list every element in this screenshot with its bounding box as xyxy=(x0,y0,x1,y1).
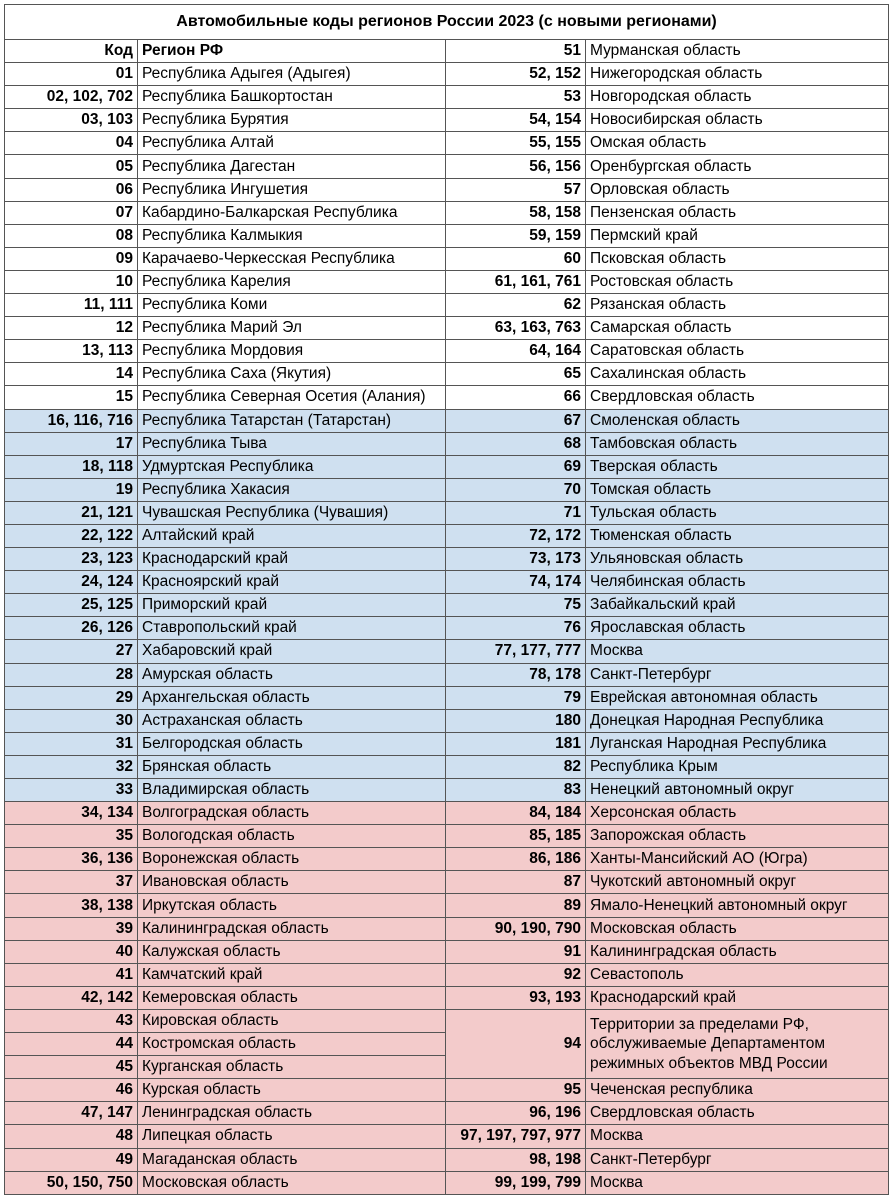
left-code: 28 xyxy=(5,663,138,686)
left-region: Камчатский край xyxy=(138,963,446,986)
table-row xyxy=(5,478,889,501)
left-region: Республика Тыва xyxy=(138,432,446,455)
left-code: 26, 126 xyxy=(5,617,138,640)
right-code: 64, 164 xyxy=(446,340,586,363)
left-region: Иркутская область xyxy=(138,894,446,917)
right-region: Ульяновская область xyxy=(586,548,889,571)
table-row xyxy=(5,386,889,409)
table-row xyxy=(5,40,889,63)
left-region: Владимирская область xyxy=(138,779,446,802)
left-region: Республика Дагестан xyxy=(138,155,446,178)
table-row xyxy=(5,132,889,155)
left-region: Воронежская область xyxy=(138,848,446,871)
table-row xyxy=(5,109,889,132)
right-region: Псковская область xyxy=(586,247,889,270)
table-row xyxy=(5,340,889,363)
region-codes-table xyxy=(4,4,889,1195)
right-code: 55, 155 xyxy=(446,132,586,155)
table-row xyxy=(5,432,889,455)
right-region: Новосибирская область xyxy=(586,109,889,132)
right-region: Чукотский автономный округ xyxy=(586,871,889,894)
right-region: Республика Крым xyxy=(586,755,889,778)
right-region: Краснодарский край xyxy=(586,986,889,1009)
left-region: Республика Калмыкия xyxy=(138,224,446,247)
table-row xyxy=(5,294,889,317)
left-region: Хабаровский край xyxy=(138,640,446,663)
left-region: Удмуртская Республика xyxy=(138,455,446,478)
left-code: 14 xyxy=(5,363,138,386)
right-code: 53 xyxy=(446,86,586,109)
left-code: 45 xyxy=(5,1056,138,1079)
table-row xyxy=(5,640,889,663)
table-row xyxy=(5,1009,889,1032)
right-region: Еврейская автономная область xyxy=(586,686,889,709)
right-code: 57 xyxy=(446,178,586,201)
left-code: 27 xyxy=(5,640,138,663)
left-code: 07 xyxy=(5,201,138,224)
table-row xyxy=(5,594,889,617)
right-code: 79 xyxy=(446,686,586,709)
right-region: Самарская область xyxy=(586,317,889,340)
right-region: Пермский край xyxy=(586,224,889,247)
left-region: Приморский край xyxy=(138,594,446,617)
left-region: Кабардино-Балкарская Республика xyxy=(138,201,446,224)
right-code: 181 xyxy=(446,732,586,755)
right-code: 85, 185 xyxy=(446,825,586,848)
right-region: Москва xyxy=(586,1171,889,1194)
right-region: Саратовская область xyxy=(586,340,889,363)
right-code: 72, 172 xyxy=(446,524,586,547)
left-code: 25, 125 xyxy=(5,594,138,617)
left-region: Краснодарский край xyxy=(138,548,446,571)
left-code: 12 xyxy=(5,317,138,340)
right-code: 93, 193 xyxy=(446,986,586,1009)
right-region: Ямало-Ненецкий автономный округ xyxy=(586,894,889,917)
left-region: Астраханская область xyxy=(138,709,446,732)
left-region: Республика Хакасия xyxy=(138,478,446,501)
table-title: Автомобильные коды регионов России 2023 (с новыми регионами) xyxy=(5,5,889,40)
right-region: Сахалинская область xyxy=(586,363,889,386)
left-region: Кировская область xyxy=(138,1009,446,1032)
left-code: 30 xyxy=(5,709,138,732)
table-row xyxy=(5,986,889,1009)
right-region: Санкт-Петербург xyxy=(586,1148,889,1171)
right-code: 76 xyxy=(446,617,586,640)
left-code: 24, 124 xyxy=(5,571,138,594)
right-region: Ярославская область xyxy=(586,617,889,640)
right-region: Орловская область xyxy=(586,178,889,201)
right-region: Калининградская область xyxy=(586,940,889,963)
right-region: Москва xyxy=(586,1125,889,1148)
right-region: Луганская Народная Республика xyxy=(586,732,889,755)
table-row xyxy=(5,317,889,340)
table-row xyxy=(5,178,889,201)
right-code-merged: 94 xyxy=(446,1009,586,1078)
right-code: 82 xyxy=(446,755,586,778)
right-code: 96, 196 xyxy=(446,1102,586,1125)
left-region: Республика Адыгея (Адыгея) xyxy=(138,63,446,86)
left-code: 43 xyxy=(5,1009,138,1032)
left-code: 42, 142 xyxy=(5,986,138,1009)
right-region: Санкт-Петербург xyxy=(586,663,889,686)
right-code: 180 xyxy=(446,709,586,732)
left-code: 11, 111 xyxy=(5,294,138,317)
left-code: 16, 116, 716 xyxy=(5,409,138,432)
right-region: Тамбовская область xyxy=(586,432,889,455)
right-region: Нижегородская область xyxy=(586,63,889,86)
left-region: Республика Коми xyxy=(138,294,446,317)
left-region: Курганская область xyxy=(138,1056,446,1079)
left-region: Вологодская область xyxy=(138,825,446,848)
right-code: 67 xyxy=(446,409,586,432)
left-region: Республика Марий Эл xyxy=(138,317,446,340)
left-region: Республика Карелия xyxy=(138,270,446,293)
left-region: Калининградская область xyxy=(138,917,446,940)
left-code: 34, 134 xyxy=(5,802,138,825)
right-code: 61, 161, 761 xyxy=(446,270,586,293)
left-code: 32 xyxy=(5,755,138,778)
right-code: 84, 184 xyxy=(446,802,586,825)
right-region: Запорожская область xyxy=(586,825,889,848)
right-code: 97, 197, 797, 977 xyxy=(446,1125,586,1148)
left-code: 41 xyxy=(5,963,138,986)
right-code: 59, 159 xyxy=(446,224,586,247)
table-row xyxy=(5,455,889,478)
left-code: 02, 102, 702 xyxy=(5,86,138,109)
left-region: Чувашская Республика (Чувашия) xyxy=(138,501,446,524)
left-region: Костромская область xyxy=(138,1033,446,1056)
left-code: 06 xyxy=(5,178,138,201)
left-code: 48 xyxy=(5,1125,138,1148)
table-row xyxy=(5,848,889,871)
right-code: 69 xyxy=(446,455,586,478)
right-region: Тверская область xyxy=(586,455,889,478)
left-region: Кемеровская область xyxy=(138,986,446,1009)
left-code: 35 xyxy=(5,825,138,848)
left-code: 08 xyxy=(5,224,138,247)
right-code: 62 xyxy=(446,294,586,317)
table-row xyxy=(5,409,889,432)
right-code: 77, 177, 777 xyxy=(446,640,586,663)
left-region: Республика Саха (Якутия) xyxy=(138,363,446,386)
right-code: 86, 186 xyxy=(446,848,586,871)
table-row xyxy=(5,1079,889,1102)
left-region: Архангельская область xyxy=(138,686,446,709)
right-code: 92 xyxy=(446,963,586,986)
table-row xyxy=(5,524,889,547)
right-code: 56, 156 xyxy=(446,155,586,178)
table-row xyxy=(5,201,889,224)
left-code: 13, 113 xyxy=(5,340,138,363)
left-code: 46 xyxy=(5,1079,138,1102)
right-region: Томская область xyxy=(586,478,889,501)
left-code: 33 xyxy=(5,779,138,802)
left-code: 19 xyxy=(5,478,138,501)
left-region: Ставропольский край xyxy=(138,617,446,640)
right-region: Челябинская область xyxy=(586,571,889,594)
left-region: Курская область xyxy=(138,1079,446,1102)
table-row xyxy=(5,571,889,594)
right-region: Оренбургская область xyxy=(586,155,889,178)
right-code: 78, 178 xyxy=(446,663,586,686)
right-code: 70 xyxy=(446,478,586,501)
left-code: 39 xyxy=(5,917,138,940)
table-row xyxy=(5,548,889,571)
right-region: Херсонская область xyxy=(586,802,889,825)
right-region: Тюменская область xyxy=(586,524,889,547)
table-row xyxy=(5,940,889,963)
table-row xyxy=(5,663,889,686)
table-row xyxy=(5,894,889,917)
right-code: 52, 152 xyxy=(446,63,586,86)
table-row xyxy=(5,1102,889,1125)
table-row xyxy=(5,363,889,386)
left-region: Ивановская область xyxy=(138,871,446,894)
left-region: Республика Башкортостан xyxy=(138,86,446,109)
table-row xyxy=(5,709,889,732)
left-code: 36, 136 xyxy=(5,848,138,871)
table-row xyxy=(5,1171,889,1194)
right-code: 90, 190, 790 xyxy=(446,917,586,940)
left-code: 04 xyxy=(5,132,138,155)
right-region: Донецкая Народная Республика xyxy=(586,709,889,732)
right-code: 60 xyxy=(446,247,586,270)
left-code: 23, 123 xyxy=(5,548,138,571)
table-row xyxy=(5,755,889,778)
left-region: Республика Бурятия xyxy=(138,109,446,132)
left-code: 10 xyxy=(5,270,138,293)
left-code: 09 xyxy=(5,247,138,270)
right-code: 83 xyxy=(446,779,586,802)
right-code: 91 xyxy=(446,940,586,963)
left-region: Брянская область xyxy=(138,755,446,778)
left-code: 49 xyxy=(5,1148,138,1171)
right-code: 51 xyxy=(446,40,586,63)
header-region: Регион РФ xyxy=(138,40,446,63)
left-code: 31 xyxy=(5,732,138,755)
table-row xyxy=(5,732,889,755)
right-code: 54, 154 xyxy=(446,109,586,132)
table-row xyxy=(5,917,889,940)
right-code: 74, 174 xyxy=(446,571,586,594)
right-region-merged: Территории за пределами РФ, обслуживаемые Департаментом режимных объектов МВД России xyxy=(586,1009,889,1078)
left-region: Волгоградская область xyxy=(138,802,446,825)
table-row xyxy=(5,802,889,825)
left-region: Республика Мордовия xyxy=(138,340,446,363)
left-code: 03, 103 xyxy=(5,109,138,132)
table-row xyxy=(5,501,889,524)
right-region: Ненецкий автономный округ xyxy=(586,779,889,802)
left-region: Магаданская область xyxy=(138,1148,446,1171)
left-code: 50, 150, 750 xyxy=(5,1171,138,1194)
left-region: Красноярский край xyxy=(138,571,446,594)
left-region: Ленинградская область xyxy=(138,1102,446,1125)
right-region: Московская область xyxy=(586,917,889,940)
table-row xyxy=(5,63,889,86)
right-code: 89 xyxy=(446,894,586,917)
table-row xyxy=(5,686,889,709)
left-region: Калужская область xyxy=(138,940,446,963)
left-code: 05 xyxy=(5,155,138,178)
right-region: Мурманская область xyxy=(586,40,889,63)
right-code: 65 xyxy=(446,363,586,386)
right-code: 73, 173 xyxy=(446,548,586,571)
left-region: Республика Алтай xyxy=(138,132,446,155)
right-code: 99, 199, 799 xyxy=(446,1171,586,1194)
left-region: Амурская область xyxy=(138,663,446,686)
table-row xyxy=(5,617,889,640)
right-region: Омская область xyxy=(586,132,889,155)
right-code: 63, 163, 763 xyxy=(446,317,586,340)
right-region: Смоленская область xyxy=(586,409,889,432)
left-code: 29 xyxy=(5,686,138,709)
left-code: 21, 121 xyxy=(5,501,138,524)
left-code: 17 xyxy=(5,432,138,455)
left-code: 37 xyxy=(5,871,138,894)
left-region: Алтайский край xyxy=(138,524,446,547)
table-row xyxy=(5,155,889,178)
table-row xyxy=(5,779,889,802)
right-region: Забайкальский край xyxy=(586,594,889,617)
right-code: 75 xyxy=(446,594,586,617)
left-region: Республика Северная Осетия (Алания) xyxy=(138,386,446,409)
right-region: Пензенская область xyxy=(586,201,889,224)
right-code: 98, 198 xyxy=(446,1148,586,1171)
table-row xyxy=(5,825,889,848)
right-region: Чеченская республика xyxy=(586,1079,889,1102)
right-code: 58, 158 xyxy=(446,201,586,224)
right-region: Ханты-Мансийский АО (Югра) xyxy=(586,848,889,871)
left-region: Белгородская область xyxy=(138,732,446,755)
table-row xyxy=(5,1148,889,1171)
left-code: 47, 147 xyxy=(5,1102,138,1125)
left-code: 44 xyxy=(5,1033,138,1056)
right-region: Тульская область xyxy=(586,501,889,524)
right-code: 95 xyxy=(446,1079,586,1102)
right-region: Рязанская область xyxy=(586,294,889,317)
table-row xyxy=(5,247,889,270)
right-code: 71 xyxy=(446,501,586,524)
left-region: Московская область xyxy=(138,1171,446,1194)
header-code: Код xyxy=(5,40,138,63)
right-code: 66 xyxy=(446,386,586,409)
right-region: Новгородская область xyxy=(586,86,889,109)
left-region: Республика Татарстан (Татарстан) xyxy=(138,409,446,432)
right-region: Севастополь xyxy=(586,963,889,986)
right-region: Ростовская область xyxy=(586,270,889,293)
left-code: 18, 118 xyxy=(5,455,138,478)
left-code: 15 xyxy=(5,386,138,409)
table-row xyxy=(5,1125,889,1148)
left-code: 22, 122 xyxy=(5,524,138,547)
table-row xyxy=(5,871,889,894)
table-row xyxy=(5,963,889,986)
left-region: Карачаево-Черкесская Республика xyxy=(138,247,446,270)
left-region: Республика Ингушетия xyxy=(138,178,446,201)
table-row xyxy=(5,86,889,109)
right-code: 87 xyxy=(446,871,586,894)
right-region: Москва xyxy=(586,640,889,663)
left-code: 40 xyxy=(5,940,138,963)
right-code: 68 xyxy=(446,432,586,455)
right-region: Свердловская область xyxy=(586,1102,889,1125)
table-row xyxy=(5,224,889,247)
table-row xyxy=(5,270,889,293)
left-code: 38, 138 xyxy=(5,894,138,917)
left-code: 01 xyxy=(5,63,138,86)
right-region: Свердловская область xyxy=(586,386,889,409)
left-region: Липецкая область xyxy=(138,1125,446,1148)
